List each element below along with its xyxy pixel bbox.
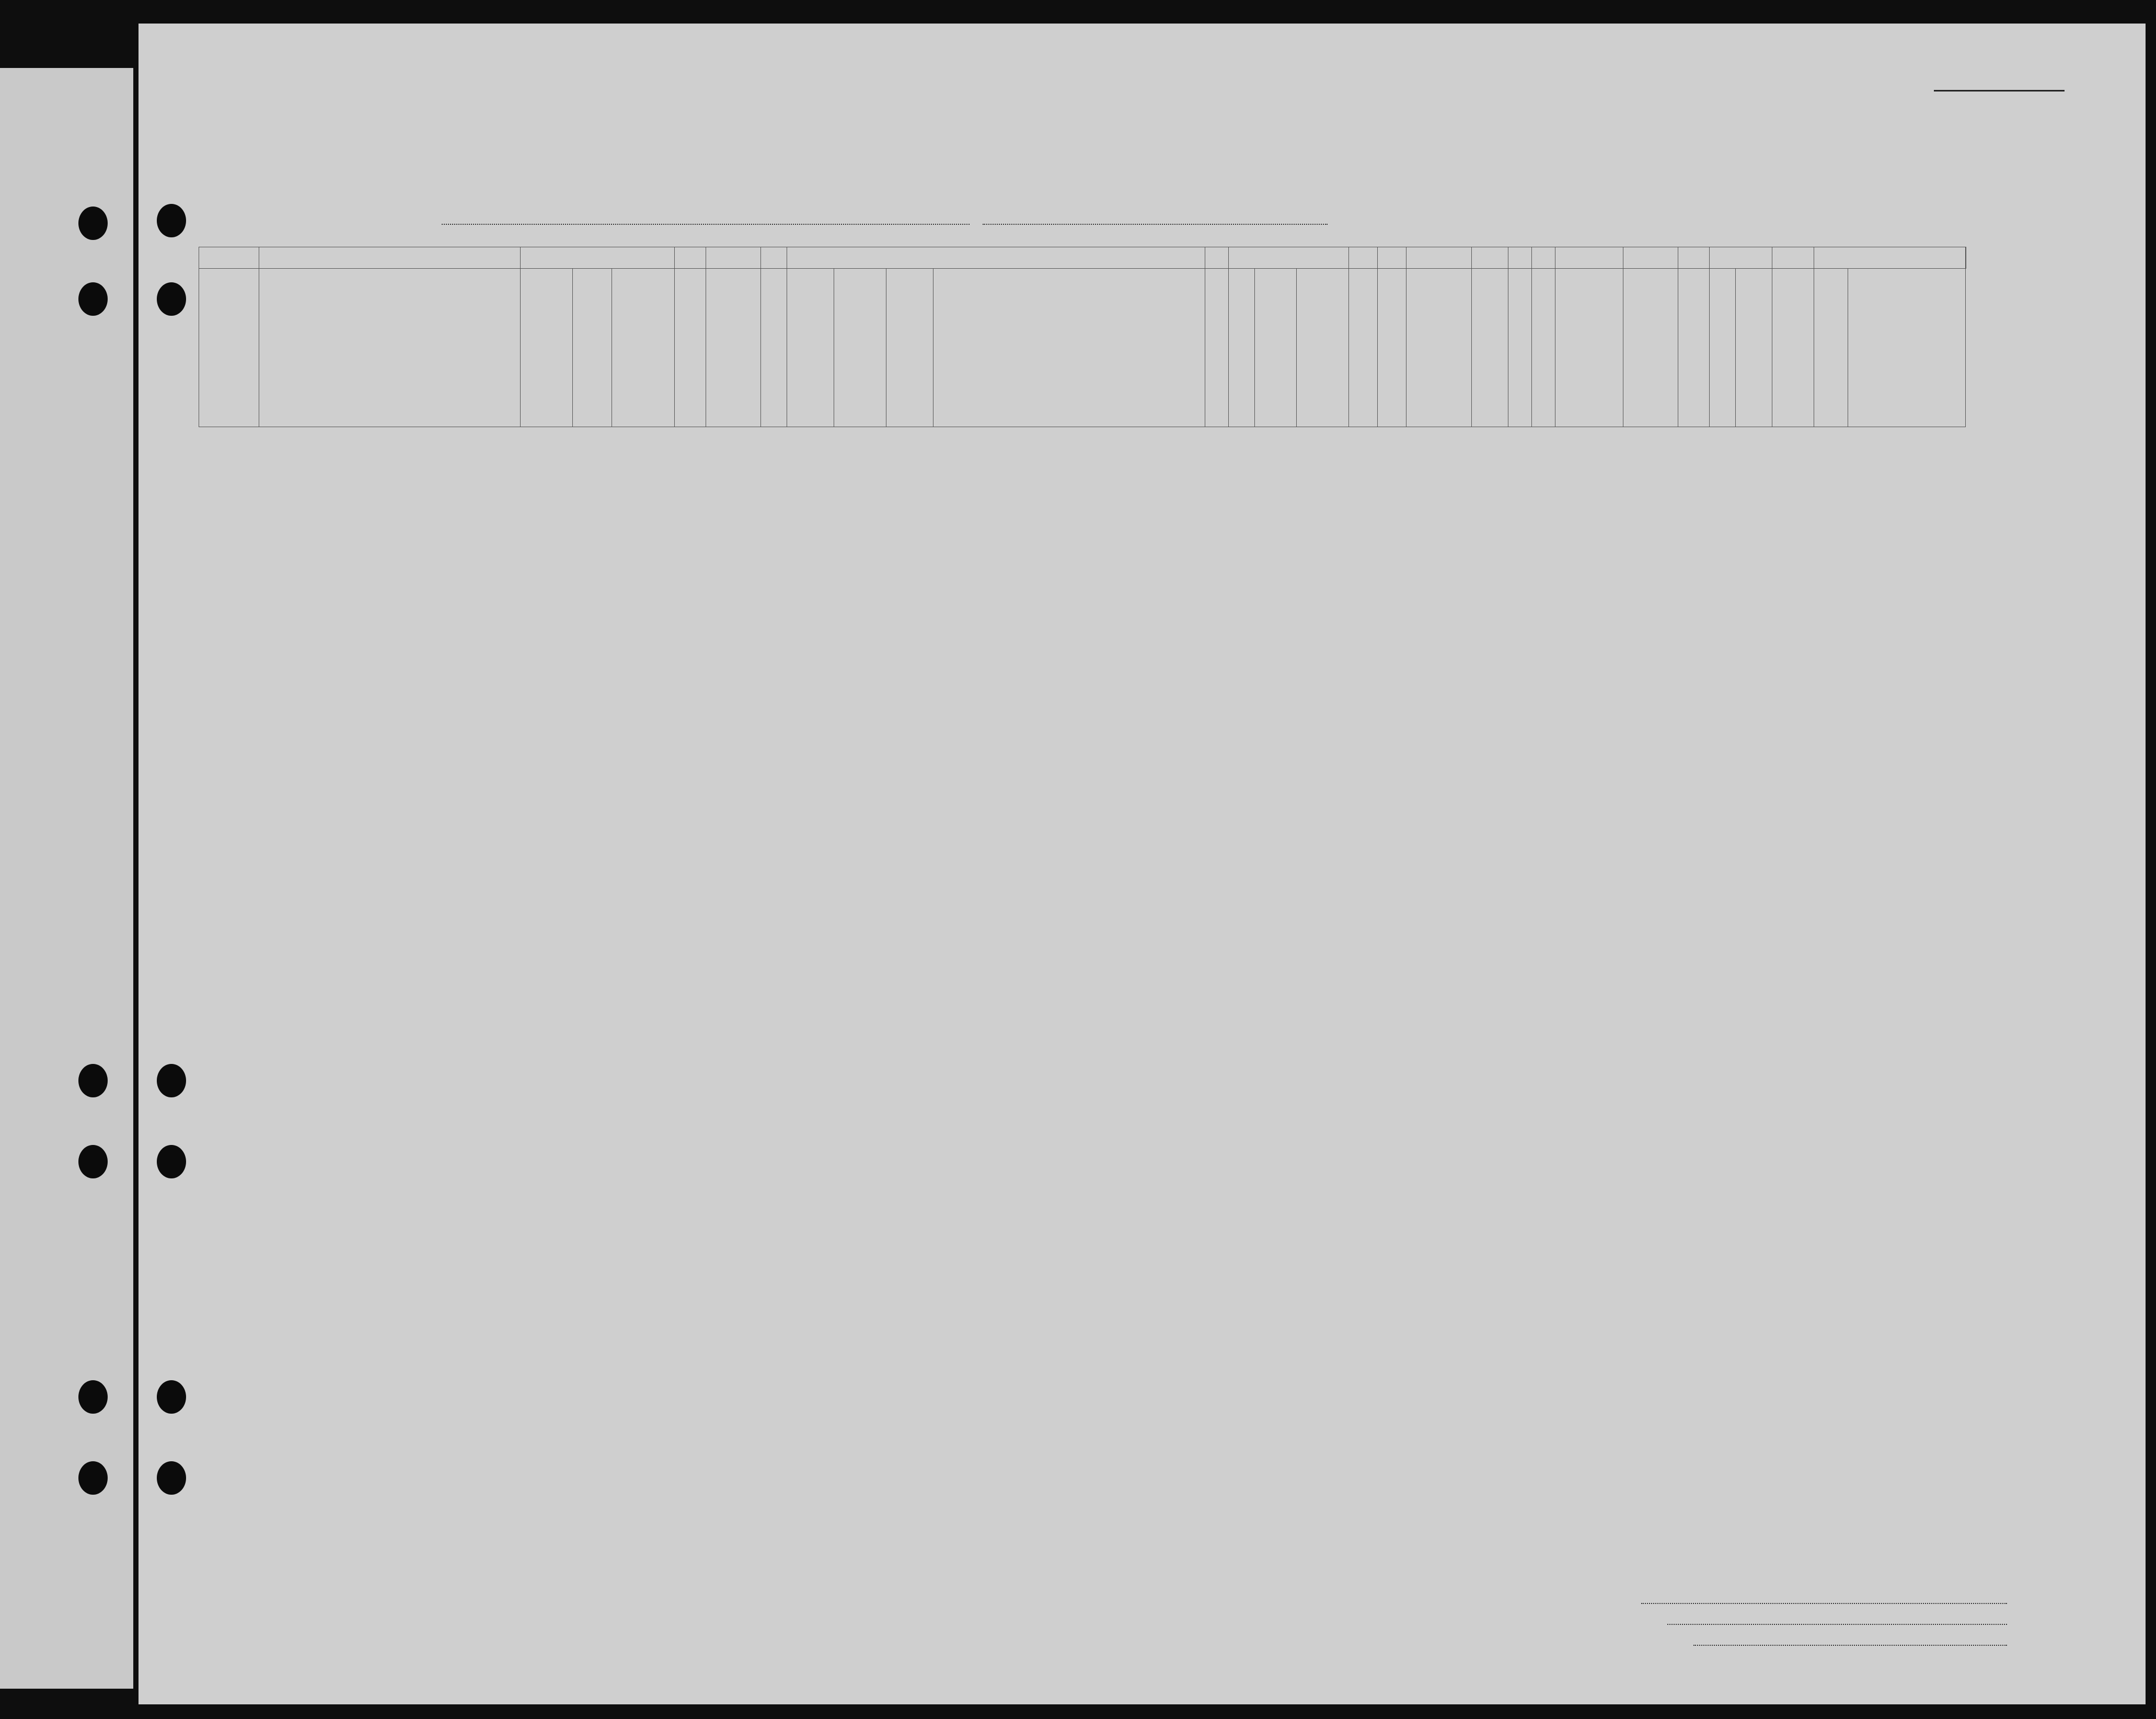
- header-where: [886, 269, 933, 427]
- punch-hole: [78, 1461, 108, 1495]
- agents-underline: [1693, 1645, 2007, 1646]
- header-relative: [259, 269, 521, 427]
- punch-hole: [78, 207, 108, 240]
- header-join-relative: [933, 269, 1205, 427]
- col-number: [1508, 247, 1532, 269]
- header-ticket: [675, 269, 706, 427]
- header-yes-no: [787, 269, 834, 427]
- punch-hole: [157, 204, 186, 237]
- col-number: [787, 247, 1205, 269]
- header-purpose-c: [1255, 269, 1297, 427]
- passenger-manifest-table: [199, 247, 1966, 427]
- header-city: [612, 269, 675, 427]
- punch-hole: [157, 1461, 186, 1495]
- col-number: [1229, 247, 1349, 269]
- header-foreign-country: [521, 269, 573, 427]
- header-q29: [1472, 269, 1508, 427]
- header-anarchist: [1378, 269, 1406, 427]
- header-q31: [1532, 269, 1555, 427]
- header-polygamist: [1349, 269, 1378, 427]
- punch-hole: [78, 1380, 108, 1414]
- header-fifty-dollars: [761, 269, 787, 427]
- col-number: [1678, 247, 1710, 269]
- punch-hole: [78, 282, 108, 316]
- header-q28: [1406, 269, 1472, 427]
- header-no-on-list: [199, 269, 259, 427]
- header-inches: [1710, 269, 1736, 427]
- header-paid-by: [706, 269, 761, 427]
- col-number: [1406, 247, 1472, 269]
- list-underline: [1934, 90, 2065, 91]
- punch-hole: [78, 1145, 108, 1178]
- col-number: [1772, 247, 1814, 269]
- header-prison: [1297, 269, 1349, 427]
- port-underline: [442, 224, 970, 225]
- punch-hole: [157, 1380, 186, 1414]
- column-number-row: [199, 247, 1966, 269]
- col-number: [1710, 247, 1772, 269]
- col-number: [521, 247, 675, 269]
- col-number: [1378, 247, 1406, 269]
- col-number: [1205, 247, 1229, 269]
- col-number: [199, 247, 259, 269]
- line-underline: [1641, 1603, 2007, 1604]
- header-deformed: [1623, 269, 1678, 427]
- header-condition: [1555, 269, 1623, 427]
- col-number: [259, 247, 521, 269]
- column-header-row: [199, 269, 1966, 427]
- header-purpose-a: [1205, 269, 1229, 427]
- header-purpose-b: [1229, 269, 1255, 427]
- col-number: [1532, 247, 1555, 269]
- col-number: [675, 247, 706, 269]
- punch-hole: [78, 1064, 108, 1097]
- header-year: [834, 269, 886, 427]
- col-number: [1623, 247, 1678, 269]
- date-underline: [983, 224, 1328, 225]
- col-number: [1472, 247, 1508, 269]
- punch-hole: [157, 1145, 186, 1178]
- col-number: [706, 247, 761, 269]
- punch-hole: [157, 1064, 186, 1097]
- header-eyes: [1814, 269, 1848, 427]
- header-complexion: [1736, 269, 1772, 427]
- owners-underline: [1667, 1624, 2007, 1625]
- header-q30: [1508, 269, 1532, 427]
- col-number: [1555, 247, 1623, 269]
- col-number: [1814, 247, 1966, 269]
- header-feet: [1678, 269, 1710, 427]
- punch-hole: [157, 282, 186, 316]
- previous-page-strip: [0, 68, 133, 1689]
- header-hair: [1772, 269, 1814, 427]
- col-number: [1349, 247, 1378, 269]
- header-marks: [1848, 269, 1966, 427]
- header-state: [573, 269, 612, 427]
- col-number: [761, 247, 787, 269]
